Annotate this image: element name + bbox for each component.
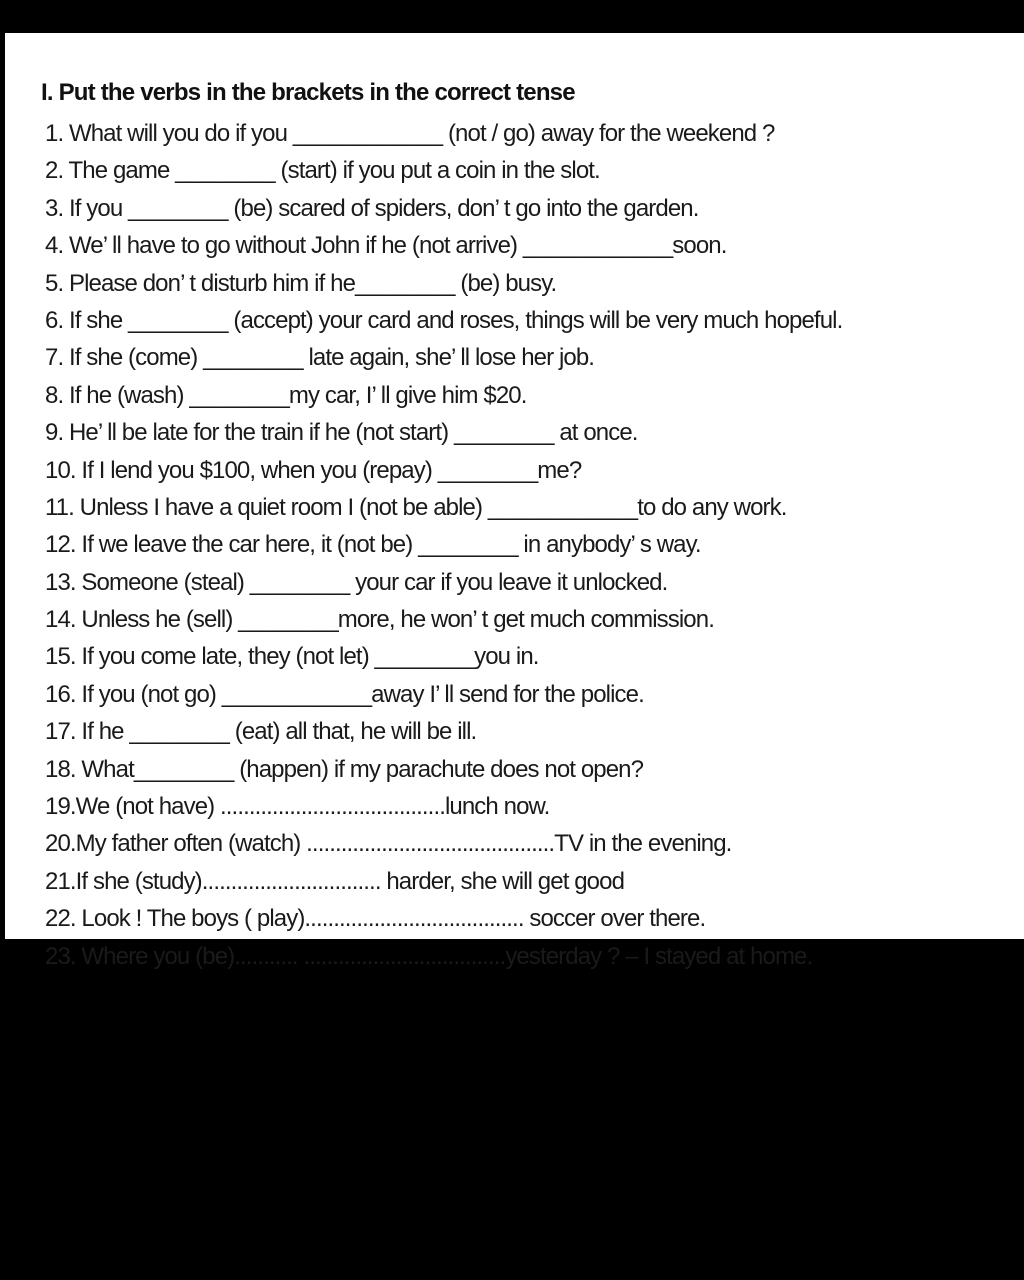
worksheet-heading: I. Put the verbs in the brackets in the correct tense xyxy=(41,79,575,106)
exercise-item-9: 9. He’ ll be late for the train if he (not start) ________ at once. xyxy=(45,419,638,447)
exercise-item-15: 15. If you come late, they (not let) ________you in. xyxy=(45,643,539,671)
exercise-item-18: 18. What________ (happen) if my parachute does not open? xyxy=(45,755,644,783)
exercise-item-19: 19.We (not have) .......................................lunch now. xyxy=(45,793,550,821)
exercise-item-6: 6. If she ________ (accept) your card and roses, things will be very much hopeful. xyxy=(45,306,843,334)
exercise-item-16: 16. If you (not go) ____________away I’ ll send for the police. xyxy=(45,680,644,708)
exercise-item-4: 4. We’ ll have to go without John if he (not arrive) ____________soon. xyxy=(45,232,727,260)
exercise-item-5: 5. Please don’ t disturb him if he________ (be) busy. xyxy=(45,269,557,297)
exercise-item-7: 7. If she (come) ________ late again, she’ ll lose her job. xyxy=(45,344,595,372)
exercise-item-13: 13. Someone (steal) ________ your car if you leave it unlocked. xyxy=(45,568,668,596)
exercise-item-22: 22. Look ! The boys ( play)...................................... soccer over there. xyxy=(45,905,706,933)
exercise-item-12: 12. If we leave the car here, it (not be) ________ in anybody’ s way. xyxy=(45,531,701,559)
exercise-item-11: 11. Unless I have a quiet room I (not be able) ____________to do any work. xyxy=(45,493,787,521)
exercise-item-10: 10. If I lend you $100, when you (repay) ________me? xyxy=(45,456,582,484)
exercise-item-14: 14. Unless he (sell) ________more, he won’ t get much commission. xyxy=(45,606,714,634)
exercise-list xyxy=(45,117,842,977)
exercise-item-23: 23. Where you (be)........... ...................................yesterday ? – I stayed at home. xyxy=(45,942,813,970)
worksheet-page xyxy=(5,33,1024,970)
exercise-item-21: 21.If she (study)............................... harder, she will get good xyxy=(45,867,625,895)
exercise-item-17: 17. If he ________ (eat) all that, he will be ill. xyxy=(45,718,477,746)
exercise-item-3: 3. If you ________ (be) scared of spiders, don’ t go into the garden. xyxy=(45,194,699,222)
exercise-item-20: 20.My father often (watch) ...........................................TV in the evening. xyxy=(45,830,732,858)
exercise-item-8: 8. If he (wash) ________my car, I’ ll give him $20. xyxy=(45,381,527,409)
exercise-item-1: 1. What will you do if you ____________ (not / go) away for the weekend ? xyxy=(45,120,775,147)
exercise-item-2: 2. The game ________ (start) if you put a coin in the slot. xyxy=(45,157,600,185)
